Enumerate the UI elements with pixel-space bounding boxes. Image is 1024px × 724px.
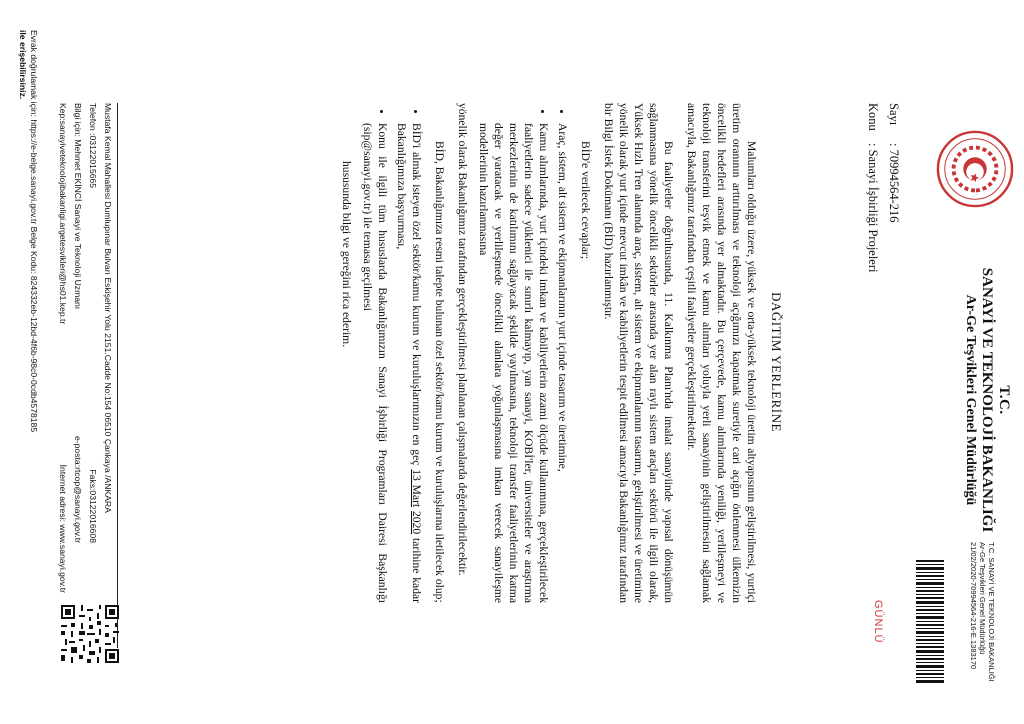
konu-label: Konu	[866, 103, 880, 131]
footer-web: İnternet adresi: www.sanayi.gov.tr	[58, 464, 68, 593]
letterhead-ministry: SANAYİ VE TEKNOLOJİ BAKANLIĞI	[979, 267, 995, 533]
verification-tail	[17, 30, 28, 690]
footer-fax: Faks:03122016608	[88, 469, 98, 543]
paragraph-2: Bu faaliyetler doğrultusunda, 11. Kalkınma Planı'nda imalat sanayiinde yapısal dönüşümün sağlanmasına yönelik öncelikli sektörler arasında yer alan raylı sistem araçları sektörü ile ilgili olarak, Yüksek Hızlı Tren alanında araç, sistem, alt sistem ve ekipmanlarının tasarımı, geliştirilmesi ve üretimine yönelik olarak yurt içinde mevcut imkân ve kabiliyetlerin tespit edilmesi amacıyla Bakanlığımız tarafından bir Bilgi İstek Dokümanı (BİD) hazırlanmıştır.	[602, 103, 675, 603]
stamp-line-2: Ar-Ge Teşvikleri Genel Müdürlüğü	[978, 542, 987, 655]
letter-footer	[55, 103, 118, 648]
qr-code	[61, 605, 119, 663]
footer-phone: Telefon :03122015665	[88, 103, 98, 189]
paragraph-3: BİD'e verilecek cevaplar;	[579, 141, 592, 259]
recipient-title: DAĞITIM YERLERİNE	[769, 292, 784, 432]
barcode	[916, 560, 944, 685]
bullet-list-1	[476, 103, 570, 603]
footer-row-phone	[85, 103, 100, 543]
ministry-emblem-icon	[936, 130, 1014, 208]
letterhead-tc: T.C.	[996, 385, 1012, 415]
footer-kep: Kep:sanayiveteknolojibakanligi.argetesvikleri@hs01.kep.tr	[58, 103, 68, 325]
letter-body	[331, 103, 759, 603]
letter-meta	[862, 103, 904, 273]
bullet-list-2	[360, 103, 424, 603]
bullet-item	[394, 123, 424, 603]
verification-line: Evrak doğrulamak için: https://e-belge.sanayi.gov.tr Belge Kodu: 824332eb-12bd-4f6b-98c0-0cdb4578185	[29, 30, 39, 433]
footer-row-kep	[55, 103, 70, 593]
footer-email: e-posta:rtcop@sanayi.gov.tr	[73, 436, 83, 543]
bullet-text: BİD'i almak isteyen özel sektör/kamu kurum ve kuruluşlarımızın en geç	[410, 123, 423, 470]
bullet-text: Kamu alımlarında, yurt içindeki imkan ve kabiliyetlerin azami ölçüde kullanımına, gerçekleştirilecek faaliyetlerin sadece yüklenici ile sınırlı kalmayıp, yan sanayi, KOBİ'ler, üniversiteler ve araştırma merkezlerinin de katılımını sağlayacak şekilde yayılmasına, teknoloji transfer faaliyetlerinin katma değer yaratacak ve yerlileşmede öncelikli alanlara yoğunlaşmasına imkan verecek sanayileşme modellerinin hazırlanmasına	[477, 123, 550, 603]
konu-row	[862, 103, 883, 273]
paragraph-1: Malumları olduğu üzere, yüksek ve orta-yüksek teknoloji üretim altyapısının geliştirilmesi, yurtiçi üretim oranının arttırılması ve teknoloji açığımızı kapatmak suretiyle cari açığın önlenmesi ülkemizin öncelikli hedefleri arasında yer almaktadır. Bu çerçevede, kamu alımlarında yeniliği, yerlileşmeyi ve teknoloji transferini teşvik etmek ve kamu alımları yoluyla yerli sanayinin geliştirilmesini sağlamak amacıyla, Bakanlığımız tarafından çeşitli faaliyetler gerçekleştirilmektedir.	[685, 103, 758, 603]
stamp-line-1: T.C. SANAYİ VE TEKNOLOJİ BAKANLIĞI	[987, 542, 996, 682]
gunlu-stamp: GÜNLÜ	[872, 600, 884, 644]
letterhead-directorate: Ar-Ge Teşvikleri Genel Müdürlüğü	[963, 294, 978, 506]
paragraph-4: yönelik olarak Bakanlığımız tarafından gerçekleştirilmesi planlanan çalışmalarda değerlendirilecektir.	[456, 103, 469, 576]
konu-value: : Sanayi İşbirliği Projeleri	[866, 143, 880, 273]
bullet-text: tarihine kadar Bakanlığımıza başvurması,	[395, 123, 423, 603]
paragraph-5: BİD, Bakanlığımıza resmi talepte bulunan özel sektör/kamu kurum ve kuruluşlarına iletilecek olup;	[433, 141, 446, 603]
sayi-row	[883, 103, 904, 273]
sayi-value: : 70994564-216	[887, 143, 901, 223]
deadline-date: 13 Mart	[410, 469, 423, 508]
footer-address: Mustafa Kemal Mahallesi Dumlupınar Bulvarı Eskişehir Yolu 2151.Cadde No:154 06510 Çankaya /ANKARA	[103, 103, 113, 513]
sayi-label: Sayı	[887, 103, 901, 126]
bullet-item	[555, 123, 570, 603]
footer-info: Bilgi için: Mehmet EKİNCİ Sanayi ve Teknoloji Uzmanı	[73, 103, 83, 310]
verification-tail-text: ile erişebilirsiniz.	[18, 30, 28, 100]
bullet-text: Konu ile ilgili tüm hususlarda Bakanlığımızın Sanayi İşbirliği Programları Dairesi Başkanlığı (sip@sanayi.gov.tr) ile temasa geçilmesi	[361, 123, 389, 603]
bullet-item	[476, 123, 551, 603]
bullet-text: Araç, sistem, alt sistem ve ekipmanlarının yurt içinde tasarım ve üretimine,	[556, 123, 569, 472]
registry-stamp	[969, 542, 996, 712]
deadline-year: 2020	[410, 511, 423, 535]
footer-row-info	[70, 103, 85, 543]
closing-line: hususunda bilgi ve gereğini rica ederim.	[340, 161, 353, 348]
bullet-item	[360, 123, 390, 603]
verification-note	[17, 30, 39, 690]
stamp-line-3: 21/02/2020-70994564-216-E.1383170	[969, 542, 978, 670]
letterhead	[962, 250, 1012, 550]
